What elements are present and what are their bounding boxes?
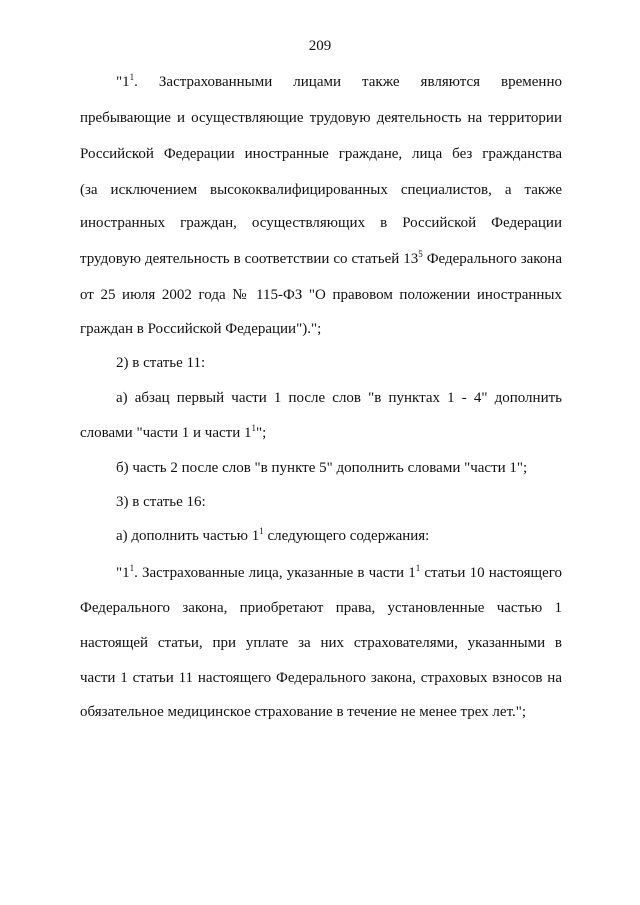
paragraph-1-line-6 [80, 249, 562, 269]
p3-l2-superscript: 1 [251, 423, 256, 433]
paragraph-4: б) часть 2 после слов "в пункте 5" дополнить словами "части 1"; [116, 460, 528, 476]
paragraph-3-line-1: а) абзац первый части 1 после слов "в пунктах 1 - 4" дополнить [116, 390, 562, 406]
p1-l1-text-a: "1 [116, 74, 130, 90]
p6-superscript: 1 [259, 526, 264, 536]
paragraph-1-line-1 [116, 72, 562, 92]
p6-text-b: следующего содержания: [263, 528, 430, 544]
paragraph-2: 2) в статье 11: [116, 355, 206, 371]
page-number: 209 [308, 38, 332, 54]
paragraph-1-line-7: от 25 июля 2002 года № 115-ФЗ "О правовом положении иностранных [80, 287, 562, 303]
paragraph-7-line-2: Федерального закона, приобретают права, установленные частью 1 [80, 600, 562, 616]
p7-l1-superscript-1: 1 [129, 563, 135, 573]
paragraph-7-line-4: части 1 статьи 11 настоящего Федерального закона, страховых взносов на [80, 670, 562, 686]
paragraph-7-line-3: настоящей статьи, при уплате за них страхователями, указанными в [80, 635, 562, 651]
p1-l6-text-a: трудовую деятельность в соответствии со статьей 13 [80, 251, 419, 267]
p6-text-a: а) дополнить частью 1 [116, 528, 260, 544]
paragraph-7-line-5: обязательное медицинское страхование в течение не менее трех лет."; [80, 704, 527, 720]
paragraph-1-line-5: иностранных граждан, осуществляющих в Российской Федерации [80, 215, 562, 231]
paragraph-6 [116, 526, 562, 546]
paragraph-1-line-2: пребывающие и осуществляющие трудовую деятельность на территории [80, 110, 562, 126]
paragraph-1-line-8: граждан в Российской Федерации")."; [80, 321, 322, 337]
p1-l6-superscript: 5 [418, 249, 423, 259]
p3-l2-text-b: "; [256, 425, 267, 441]
p1-l1-text-b: . Застрахованными лицами также являются временно [134, 74, 562, 90]
p1-l1-superscript: 1 [129, 72, 135, 82]
paragraph-5: 3) в статье 16: [116, 494, 206, 510]
p7-l1-text-a: "1 [116, 565, 130, 581]
p7-l1-text-b: . Застрахованные лица, указанные в части 1 [134, 565, 416, 581]
p7-l1-superscript-2: 1 [415, 563, 421, 573]
p3-l2-text-a: словами "части 1 и части 1 [80, 425, 252, 441]
paragraph-7-line-1 [116, 563, 562, 583]
p1-l6-text-b: Федерального закона [422, 251, 562, 267]
p7-l1-text-c: статьи 10 настоящего [420, 565, 562, 581]
paragraph-1-line-4: (за исключением высококвалифицированных специалистов, а также [80, 182, 562, 198]
paragraph-3-line-2 [80, 423, 562, 443]
paragraph-1-line-3: Российской Федерации иностранные граждане, лица без гражданства [80, 146, 562, 162]
